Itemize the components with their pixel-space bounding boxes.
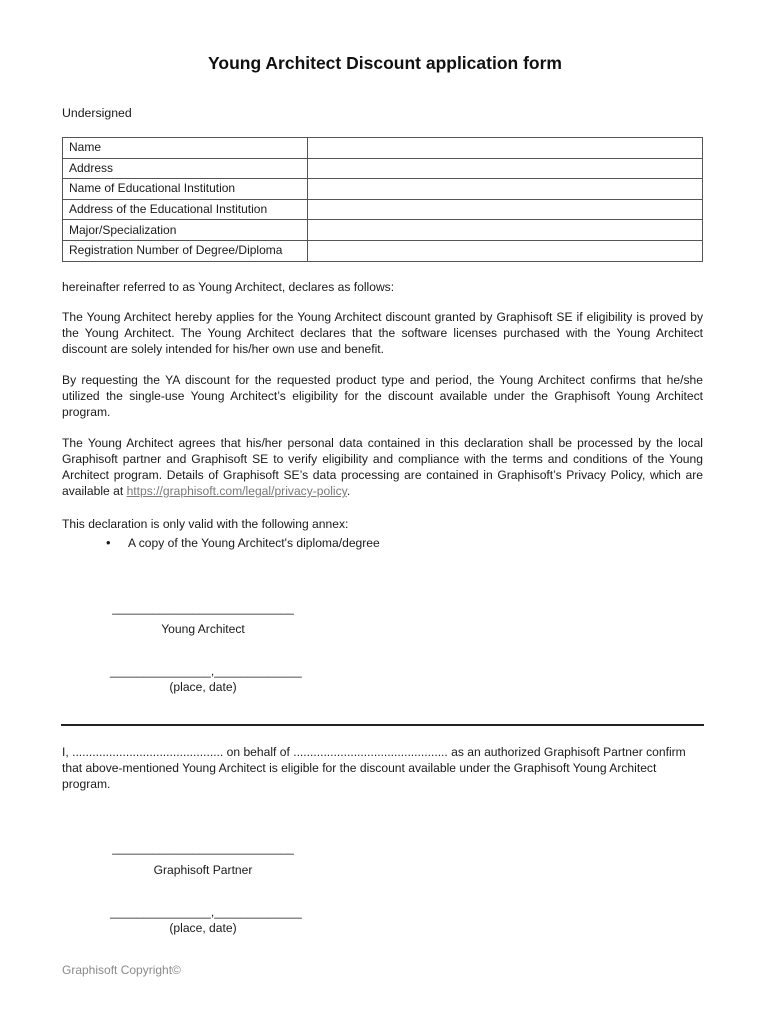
signature-line[interactable]: ___________________________ [112,601,294,615]
registration-number-field[interactable] [308,240,703,261]
table-row [63,199,703,220]
row-label-institution-address: Address of the Educational Institution [63,199,308,220]
undersigned-label: Undersigned [62,106,132,120]
applicant-info-table [62,137,703,262]
place-date-signature [110,905,302,935]
row-label-name: Name [63,138,308,159]
place-date-label: (place, date) [169,921,237,935]
annex-intro: This declaration is only valid with the following annex: [62,517,349,531]
table-row [63,179,703,200]
annex-list-item [106,535,380,550]
table-row [63,158,703,179]
row-label-major: Major/Specialization [63,220,308,241]
signature-label: Graphisoft Partner [153,863,253,877]
eligibility-paragraph: By requesting the YA discount for the requested product type and period, the Young Architect confirms that he/she utilized the single-use Young Architect’s eligibility for the discount available under the Graphisoft Young Architect program. [62,373,703,419]
copyright-footer: Graphisoft Copyright© [62,963,181,977]
partner-paragraph: I, ............................................. on behalf of .............................................. as an authorized Graphisoft Partner confirm that above-mentioned Young Architect is eligible for the discount available under the Graphisoft Young Architect program. [62,745,686,791]
privacy-text: The Young Architect agrees that his/her personal data contained in this declaration shall be processed by the local Graphisoft partner and Graphisoft SE to verify eligibility and compliance with the terms and conditions of the Young Architect program. Details of Graphisoft SE’s data processing are contained in Graphisoft’s Privacy Policy, which are available at [62,436,703,498]
address-field[interactable] [308,158,703,179]
application-paragraph: The Young Architect hereby applies for the Young Architect discount granted by Graphisoft SE if eligibility is proved by the Young Architect. The Young Architect declares that the software licenses purchased with the Young Architect discount are solely intended for his/her own use and benefit. [62,310,703,356]
row-label-institution: Name of Educational Institution [63,179,308,200]
privacy-policy-link[interactable]: https://graphisoft.com/legal/privacy-policy [126,484,347,498]
section-divider [61,724,704,726]
declares-paragraph: hereinafter referred to as Young Architect, declares as follows: [62,280,395,294]
annex-item-text: A copy of the Young Architect's diploma/degree [128,536,380,550]
row-label-address: Address [63,158,308,179]
table-row [63,220,703,241]
name-field[interactable] [308,138,703,159]
major-field[interactable] [308,220,703,241]
institution-address-field[interactable] [308,199,703,220]
form-title: Young Architect Discount application form [208,53,562,73]
partner-signature [110,841,296,877]
table-row [63,138,703,159]
privacy-end: . [346,484,351,498]
young-architect-signature [110,601,296,636]
row-label-registration-number: Registration Number of Degree/Diploma [63,240,308,261]
table-row [63,240,703,261]
place-date-line[interactable]: _______________,_____________ [110,664,302,678]
institution-field[interactable] [308,179,703,200]
bullet-icon: • [106,535,111,550]
privacy-paragraph [62,435,703,499]
place-date-signature [110,664,302,694]
signature-line[interactable]: ___________________________ [112,841,294,855]
place-date-label: (place, date) [169,680,237,694]
place-date-line[interactable]: _______________,_____________ [110,905,302,919]
signature-label: Young Architect [161,622,245,636]
